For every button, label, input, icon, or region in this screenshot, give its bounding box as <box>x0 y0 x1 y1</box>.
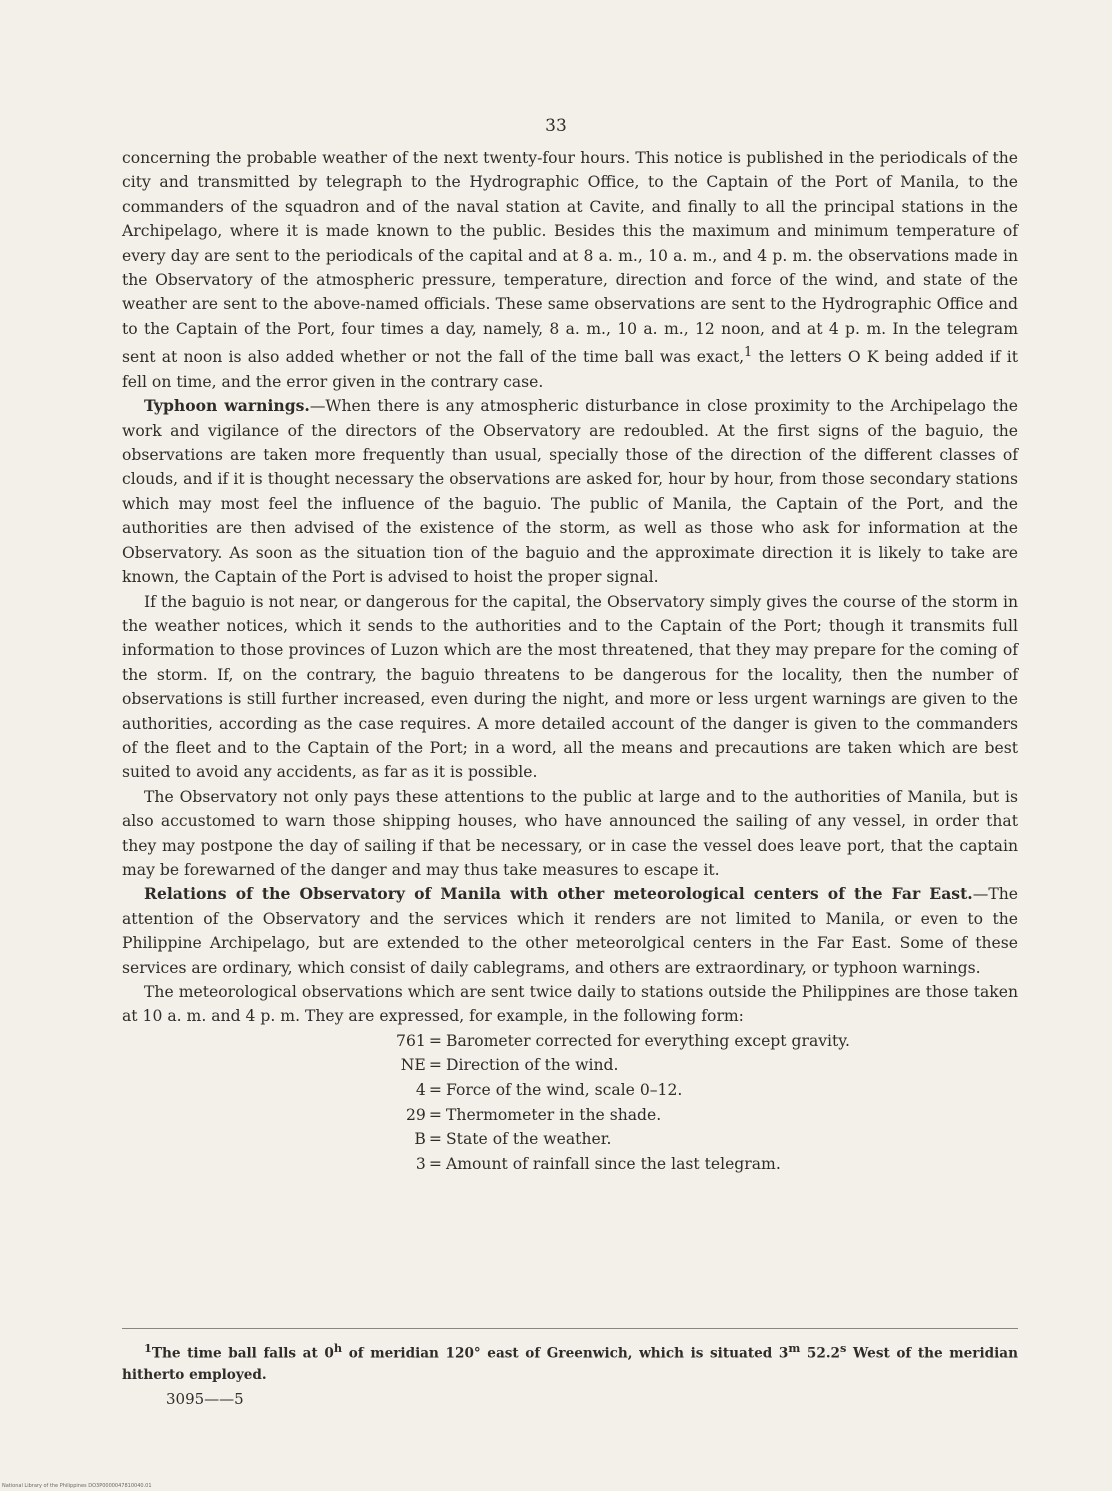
list-item: 3 = Amount of rainfall since the last telegram. <box>415 1154 781 1173</box>
list-item: NE = Direction of the wind. <box>400 1056 619 1075</box>
paragraph-observation-form: The meteorological observations which are sent twice daily to stations outside the Philippines are those taken at 10 a. m. and 4 p. m. They are expressed, for example, in the following form: <box>122 983 1018 1026</box>
print-signature: 3095——5 <box>166 1390 244 1408</box>
paragraph-typhoon-warnings: Typhoon warnings.—When there is any atmospheric disturbance in close proximity to the Archipelago the work and vigilance of the directors of the Observatory are redoubled. At the first signs of the baguio, the observations are taken more frequently than usual, specially those of the direction of the different classes of clouds, and if it is thought necessary the observations are asked for, hour by hour, from those secondary stations which may most feel the influence of the baguio. The public of Manila, the Captain of the Port, and the authorities are then advised of the existence of the storm, as well as those who ask for information at the Observatory. As soon as the situation tion of the baguio and the approximate direction it is likely to take are known, the Captain of the Port is advised to hoist the proper signal. <box>122 396 1018 587</box>
paragraph-weather-notice: concerning the probable weather of the next twenty-four hours. This notice is published in the periodicals of the city and transmitted by telegraph to the Hydrographic Office, to the Captain of the Port of Manila, to the commanders of the squadron and of the naval station at Cavite, and finally to all the principal stations in the Archipelago, where it is made known to the public. Besides this the maximum and minimum temperature of every day are sent to the periodicals of the capital and at 8 a. m., 10 a. m., and 4 p. m. the observations made in the Observatory of the atmospheric pressure, temperature, direction and force of the wind, and state of the weather are sent to the above-named officials. These same observations are sent to the Hydrographic Office and to the Captain of the Port, four times a day, namely, 8 a. m., 10 a. m., 12 noon, and at 4 p. m. In the telegram sent at noon is also added whether or not the fall of the time ball was exact,$^1$ the letters O K being added if it fell on time, and the error given in the contrary case. <box>122 149 1018 391</box>
body-text <box>122 146 1018 1176</box>
section-heading-typhoon-warnings: Typhoon warnings. <box>144 396 310 416</box>
list-item: 761 = Barometer corrected for everything except gravity. <box>396 1031 851 1050</box>
paragraph-far-east-relations: Relations of the Observatory of Manila with other meteorological centers of the Far East.—The attention of the Observatory and the services which it renders are not limited to Manila, or even to the Philippine Archipelago, but are extended to the other meteorolgical centers in the Far East. Some of these services are ordinary, which consist of daily cablegrams, and others are extraordinary, or typhoon warnings. <box>122 884 1018 977</box>
page-number: 33 <box>545 116 567 136</box>
footnote: $^1$The time ball falls at 0$^h$ of meridian 120° east of Greenwich, which is situated 3$^m$ 52.2$^s$ West of the meridian hitherto employed. <box>122 1341 1018 1383</box>
paragraph-baguio-course: If the baguio is not near, or dangerous for the capital, the Observatory simply gives the course of the storm in the weather notices, which it sends to the authorities and to the Captain of the Port; though it transmits full information to those provinces of Luzon which are the most threatened, that they may prepare for the coming of the storm. If, on the contrary, the baguio threatens to be dangerous for the locality, then the number of observations is still further increased, even during the night, and more or less urgent warnings are given to the authorities, according as the case requires. A more detailed account of the danger is given to the commanders of the fleet and to the Captain of the Port; in a word, all the means and precautions are taken which are best suited to avoid any accidents, as far as it is possible. <box>122 592 1018 782</box>
library-credit: National Library of the Philippines DO3P0000047810040.01 <box>2 1483 152 1489</box>
list-item: 4 = Force of the wind, scale 0–12. <box>415 1081 683 1099</box>
observation-form-list <box>122 1029 1018 1177</box>
footnote-divider <box>122 1328 1018 1329</box>
list-item: B = State of the weather. <box>414 1130 612 1149</box>
section-heading-far-east-relations: Relations of the Observatory of Manila with other meteorological centers of the Far East. <box>144 884 973 904</box>
list-item: 29 = Thermometer in the shade. <box>405 1105 662 1124</box>
paragraph-shipping-houses: The Observatory not only pays these attentions to the public at large and to the authorities of Manila, but is also accustomed to warn those shipping houses, who have announced the sailing of any vessel, in order that they may postpone the day of sailing if that be necessary, or in case the vessel does leave port, that the captain may be forewarned of the danger and may thus take measures to escape it. <box>122 787 1018 879</box>
footnote-mark: 1 <box>744 345 753 361</box>
